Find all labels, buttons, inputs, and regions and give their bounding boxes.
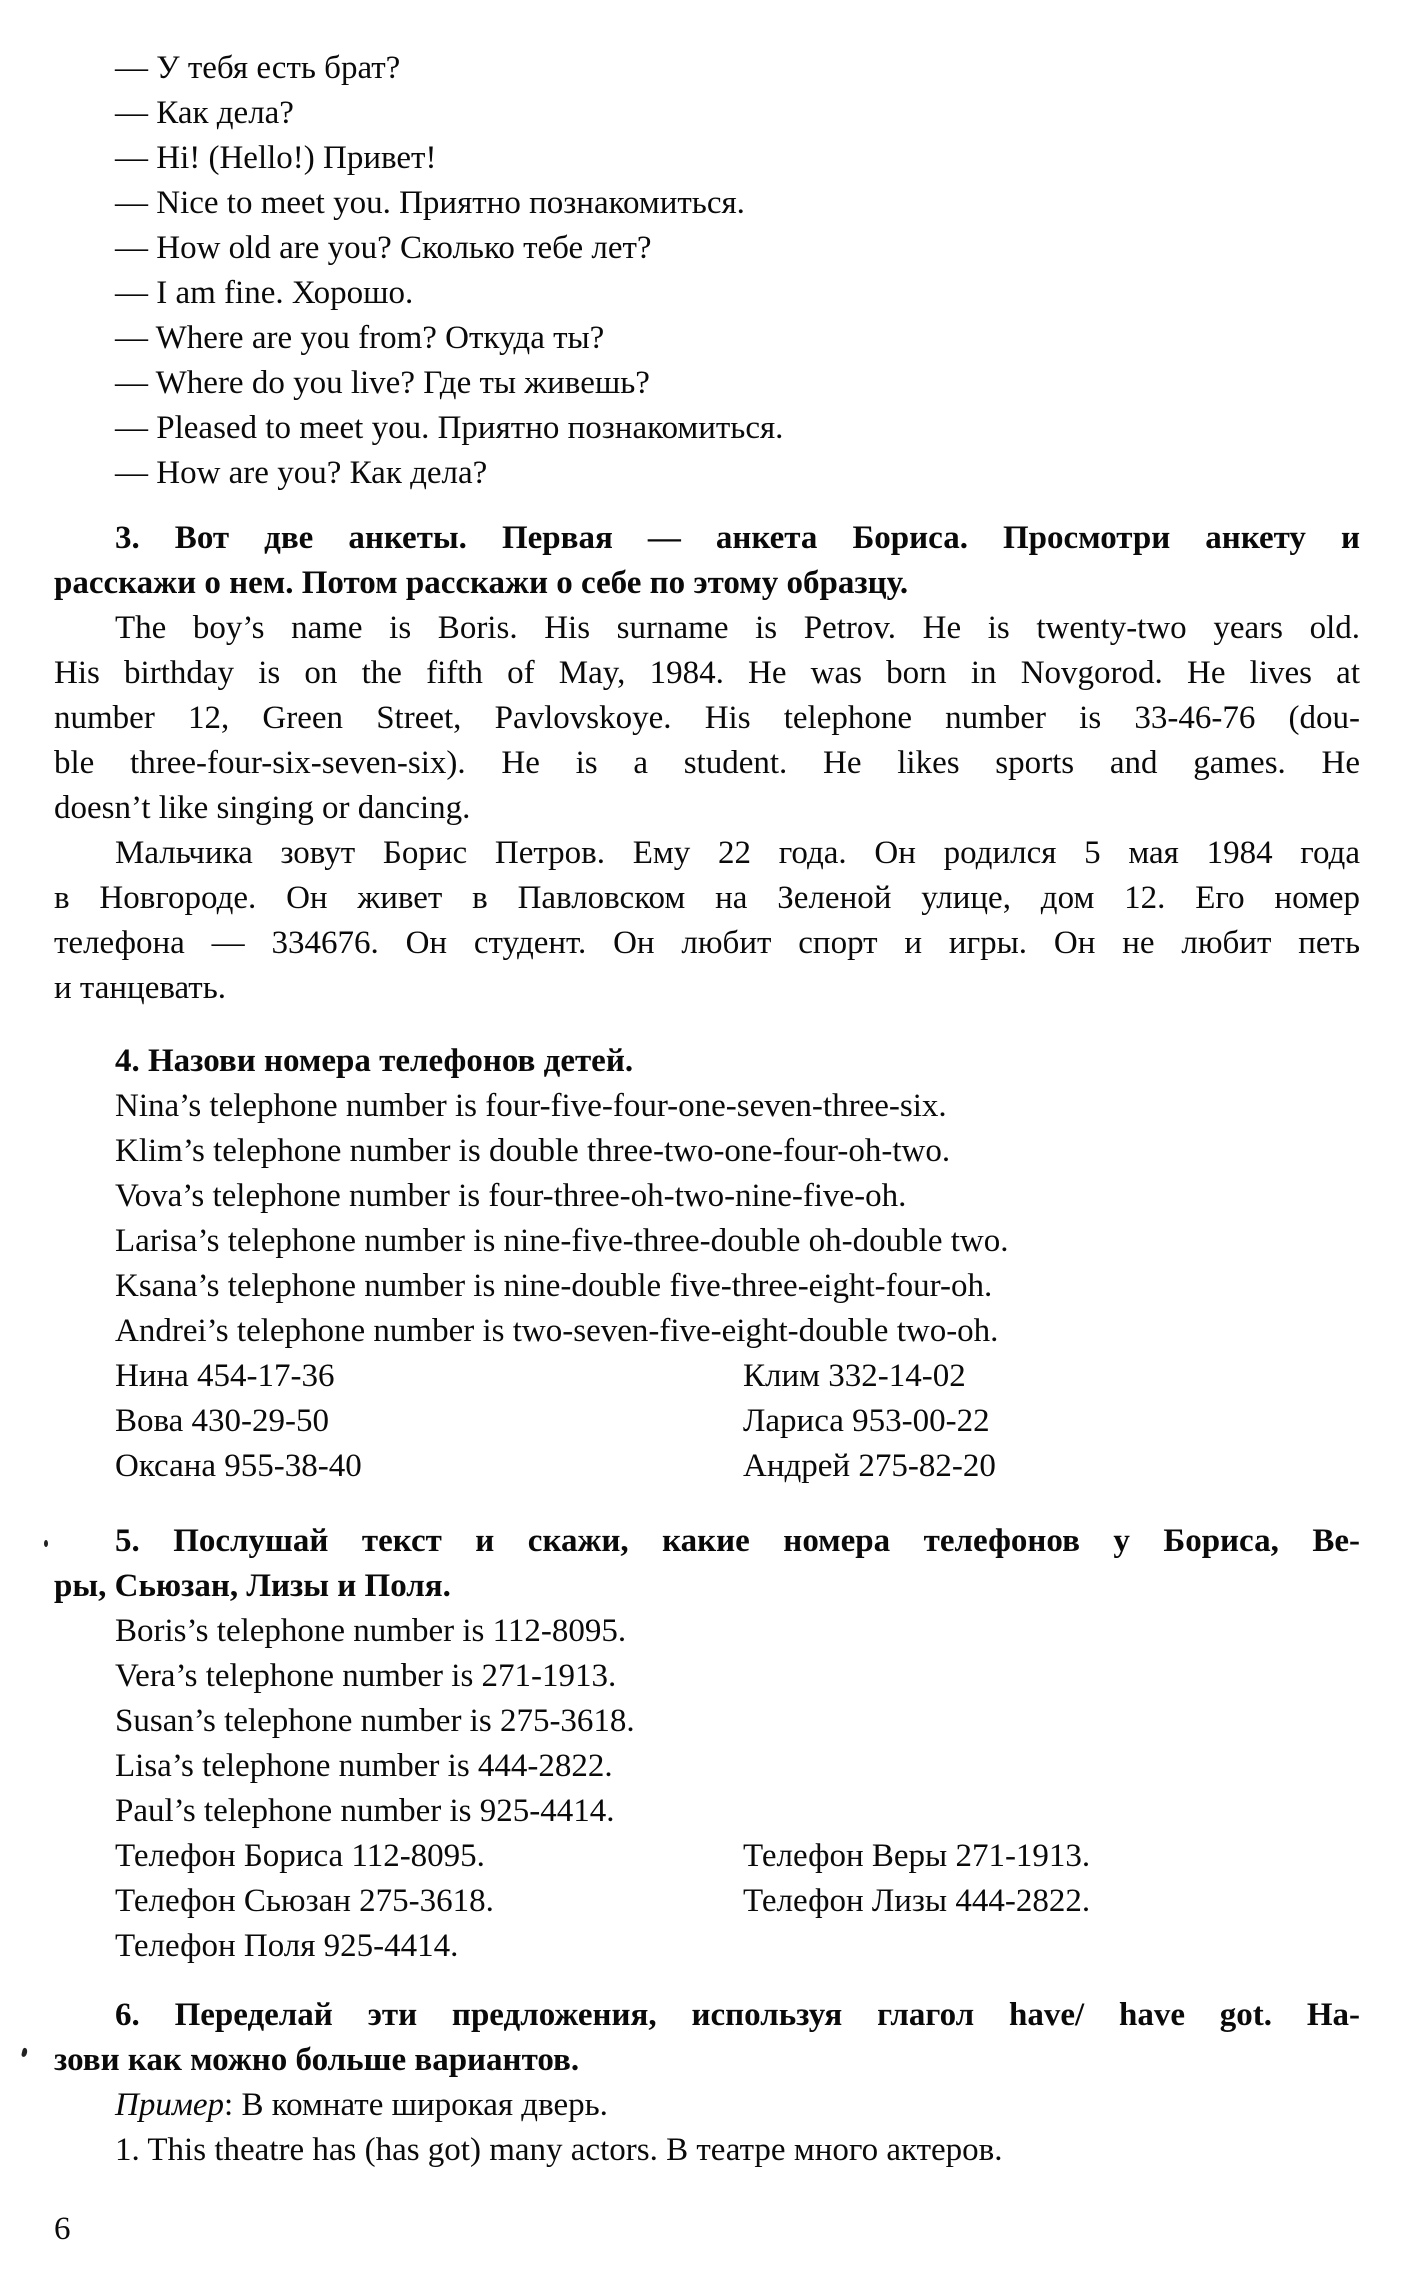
phone-table-row — [115, 1879, 1360, 1924]
phone-entry — [743, 1924, 1360, 1969]
sentence-line: Larisa’s telephone number is nine-five-three-double oh-double two. — [115, 1223, 1009, 1259]
exercise-item-line: 1. This theatre has (has got) many actors. В театре много актеров. — [115, 2132, 1003, 2168]
exercise-5-phone-table — [115, 1834, 1360, 1969]
sentence-line: Nina’s telephone number is four-five-four-one-seven-three-six. — [115, 1088, 947, 1124]
sentence-line: Susan’s telephone number is 275-3618. — [115, 1703, 635, 1739]
exercise-6-heading-line: 6. Переделай эти предложения, используя глагол have/ have got. На- — [115, 1997, 1360, 2033]
dialogue-line: — I am fine. Хорошо. — [115, 275, 414, 311]
sentence-line: Paul’s telephone number is 925-4414. — [115, 1793, 615, 1829]
paragraph-line: doesn’t like singing or dancing. — [54, 790, 471, 826]
paragraph-line: в Новгороде. Он живет в Павловском на Зеленой улице, дом 12. Его номер — [54, 880, 1360, 916]
example-label: Пример — [115, 2087, 225, 2123]
exercise-6 — [54, 1993, 1360, 2173]
phone-entry: Оксана 955-38-40 — [115, 1448, 362, 1484]
sentence-line: Ksana’s telephone number is nine-double five-three-eight-four-oh. — [115, 1268, 993, 1304]
paragraph-line: телефона — 334676. Он студент. Он любит спорт и игры. Он не любит петь — [54, 925, 1360, 961]
dialogue-line: — У тебя есть брат? — [115, 50, 401, 86]
phone-table-row — [115, 1354, 1360, 1399]
exercise-4 — [54, 1039, 1360, 1489]
exercise-5-heading — [54, 1519, 1360, 1609]
exercise-3-heading-line: расскажи о нем. Потом расскажи о себе по этому образцу. — [54, 565, 909, 601]
dialogue-line: — Pleased to meet you. Приятно познакомиться. — [115, 410, 784, 446]
exercise-4-heading: 4. Назови номера телефонов детей. — [115, 1043, 634, 1079]
dialogue-block — [54, 46, 1360, 496]
sentence-line: Vera’s telephone number is 271-1913. — [115, 1658, 617, 1694]
phone-entry: Телефон Сьюзан 275-3618. — [115, 1883, 494, 1919]
dialogue-line: — How are you? Как дела? — [115, 455, 488, 491]
phone-entry: Телефон Веры 271-1913. — [743, 1838, 1091, 1874]
exercise-3-text-english — [54, 606, 1360, 831]
dialogue-line: — Hi! (Hello!) Привет! — [115, 140, 437, 176]
exercise-3-text-russian — [54, 831, 1360, 1011]
phone-entry: Телефон Лизы 444-2822. — [743, 1883, 1091, 1919]
dialogue-line: — Nice to meet you. Приятно познакомиться. — [115, 185, 745, 221]
sentence-line: Klim’s telephone number is double three-two-one-four-oh-two. — [115, 1133, 951, 1169]
example-text: : В комнате широкая дверь. — [224, 2087, 608, 2123]
sentence-line: Andrei’s telephone number is two-seven-five-eight-double two-oh. — [115, 1313, 999, 1349]
paragraph-line: ble three-four-six-seven-six). He is a student. He likes sports and games. He — [54, 745, 1360, 781]
paragraph-line: number 12, Green Street, Pavlovskoye. His telephone number is 33-46-76 (dou- — [54, 700, 1360, 736]
sentence-line: Vova’s telephone number is four-three-oh-two-nine-five-oh. — [115, 1178, 907, 1214]
phone-entry: Телефон Поля 925-4414. — [115, 1928, 459, 1964]
exercise-5-heading-line: 5. Послушай текст и скажи, какие номера телефонов у Бориса, Ве- — [115, 1523, 1360, 1559]
phone-entry: Лариса 953-00-22 — [743, 1403, 990, 1439]
exercise-3-heading-line: 3. Вот две анкеты. Первая — анкета Бориса. Просмотри анкету и — [115, 520, 1360, 556]
paragraph-line: The boy’s name is Boris. His surname is Petrov. He is twenty-two years old. — [115, 610, 1360, 646]
phone-table-row — [115, 1399, 1360, 1444]
sentence-line: Boris’s telephone number is 112-8095. — [115, 1613, 627, 1649]
phone-table-row — [115, 1834, 1360, 1879]
dialogue-line: — Where are you from? Откуда ты? — [115, 320, 605, 356]
scan-speck — [21, 2048, 28, 2058]
exercise-5-sentences — [54, 1609, 1360, 1834]
exercise-3-heading — [54, 516, 1360, 606]
exercise-5 — [54, 1519, 1360, 1969]
dialogue-line: — Where do you live? Где ты живешь? — [115, 365, 650, 401]
dialogue-line: — Как дела? — [115, 95, 294, 131]
phone-entry: Телефон Бориса 112-8095. — [115, 1838, 485, 1874]
exercise-4-phone-table — [115, 1354, 1360, 1489]
paragraph-line: и танцевать. — [54, 970, 227, 1006]
phone-entry: Нина 454-17-36 — [115, 1358, 335, 1394]
phone-entry: Андрей 275-82-20 — [743, 1448, 996, 1484]
dialogue-line: — How old are you? Сколько тебе лет? — [115, 230, 652, 266]
exercise-3 — [54, 516, 1360, 1011]
phone-entry: Вова 430-29-50 — [115, 1403, 330, 1439]
exercise-6-heading-line: зови как можно больше вариантов. — [54, 2042, 580, 2078]
exercise-6-heading — [54, 1993, 1360, 2083]
sentence-line: Lisa’s telephone number is 444-2822. — [115, 1748, 613, 1784]
phone-table-row — [115, 1924, 1360, 1969]
phone-table-row — [115, 1444, 1360, 1489]
exercise-5-heading-line: ры, Сьюзан, Лизы и Поля. — [54, 1568, 451, 1604]
paragraph-line: His birthday is on the fifth of May, 1984. He was born in Novgorod. He lives at — [54, 655, 1360, 691]
paragraph-line: Мальчика зовут Борис Петров. Ему 22 года. Он родился 5 мая 1984 года — [115, 835, 1360, 871]
page-number: 6 — [54, 2211, 71, 2247]
exercise-4-sentences — [54, 1084, 1360, 1354]
scan-speck — [44, 1540, 48, 1547]
phone-entry: Клим 332-14-02 — [743, 1358, 966, 1394]
example-line — [54, 2083, 1360, 2128]
exercise-6-items — [54, 2128, 1360, 2173]
